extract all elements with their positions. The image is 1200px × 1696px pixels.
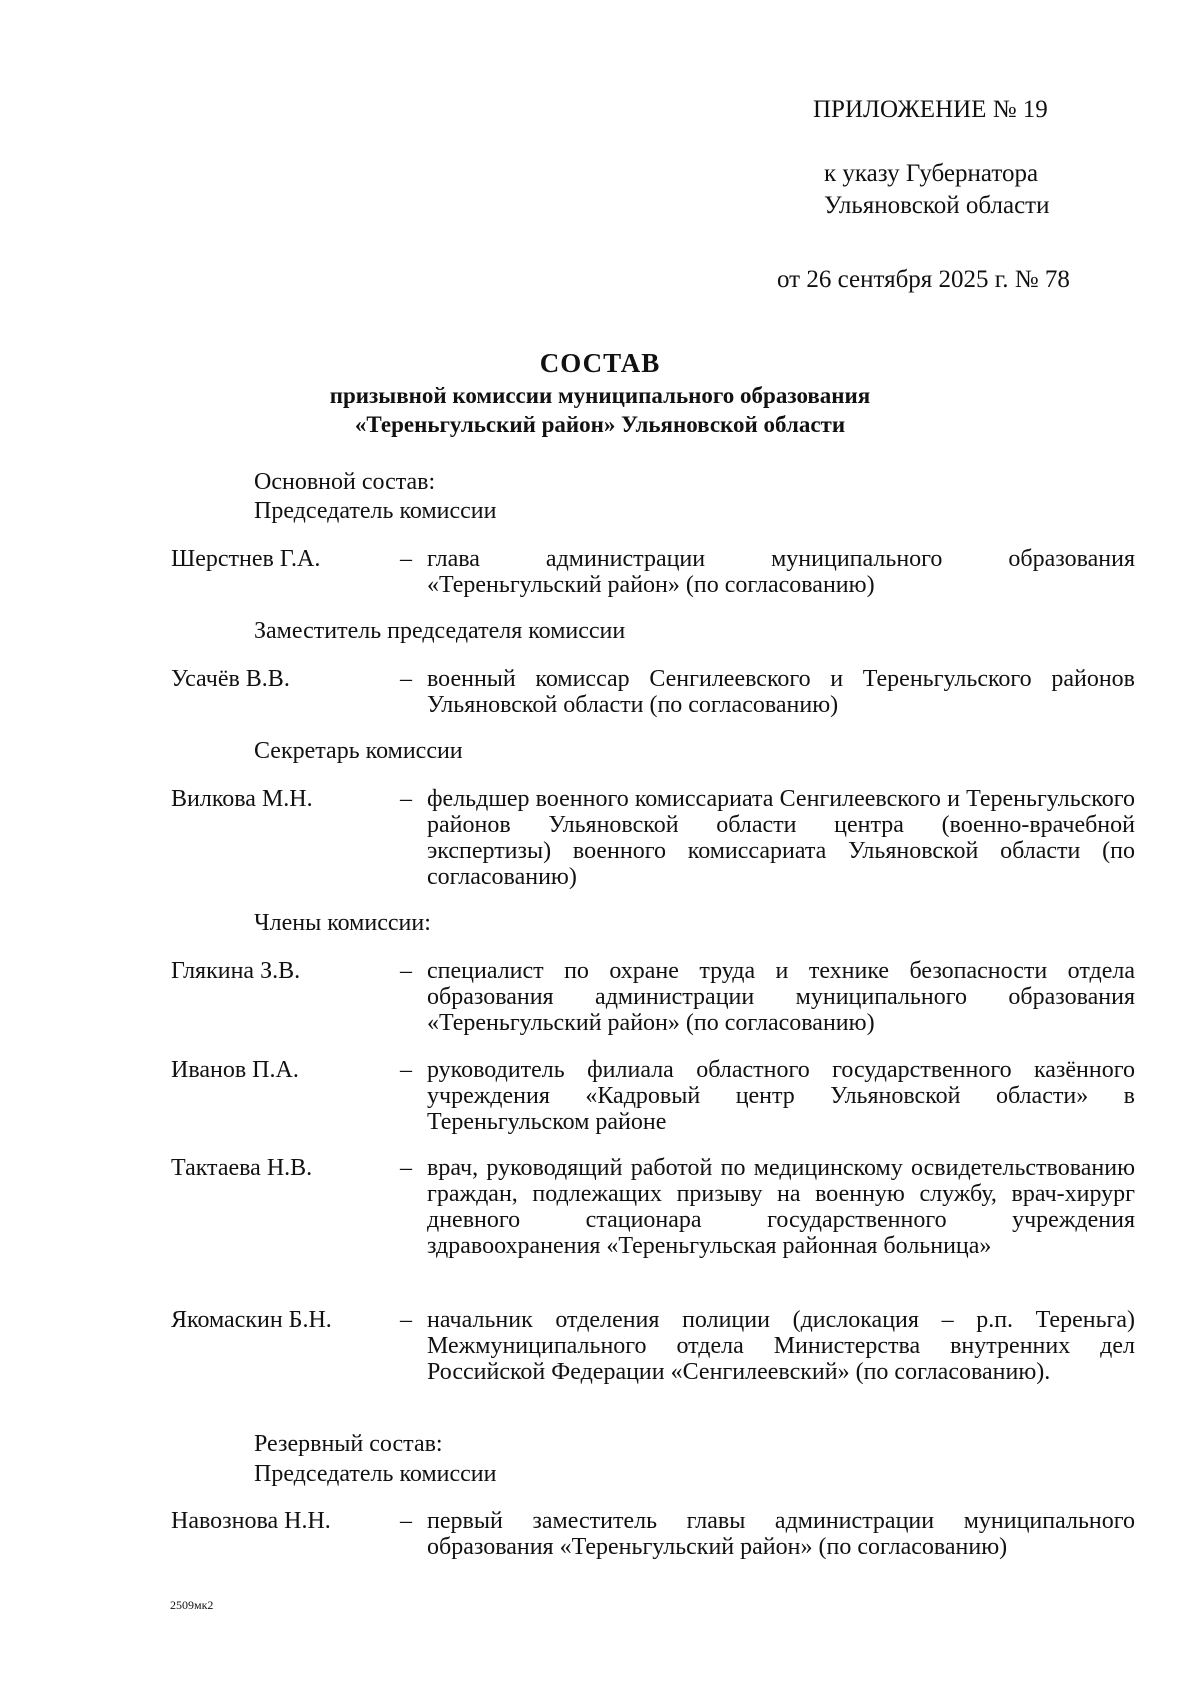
member-position: военный комиссар Сенгилеевского и Тереньгульского районов Ульяновской области (по согласованию) [427, 666, 1135, 718]
member-name: Тактаева Н.В. [171, 1155, 313, 1181]
member-position: специалист по охране труда и технике безопасности отдела образования администрации муниципального образования «Тереньгульский район» (по согласованию) [427, 958, 1135, 1036]
appendix-number: ПРИЛОЖЕНИЕ № 19 [813, 96, 1048, 123]
dash-separator: – [400, 1508, 412, 1534]
document-subtitle-line2: «Тереньгульский район» Ульяновской области [354, 412, 846, 437]
dash-separator: – [400, 786, 412, 812]
member-position: фельдшер военного комиссариата Сенгилеевского и Тереньгульского районов Ульяновской области центра (военно-врачебной экспертизы) военного комиссариата Ульяновской области (по согласованию) [427, 786, 1135, 890]
member-name: Иванов П.А. [171, 1057, 299, 1083]
dash-separator: – [400, 958, 412, 984]
member-name: Якомаскин Б.Н. [171, 1307, 332, 1333]
document-title: СОСТАВ [539, 348, 661, 378]
main-chairman-label: Председатель комиссии [254, 498, 497, 524]
decree-reference-line1: к указу Губернатора [824, 160, 1039, 187]
decree-reference-line2: Ульяновской области [824, 192, 1050, 219]
member-name: Шерстнев Г.А. [171, 546, 321, 572]
dash-separator: – [400, 666, 412, 692]
members-label: Члены комиссии: [254, 910, 431, 936]
decree-date: от 26 сентября 2025 г. № 78 [777, 266, 1070, 293]
dash-separator: – [400, 1057, 412, 1083]
member-name: Глякина З.В. [171, 958, 301, 984]
main-section-label: Основной состав: [254, 469, 436, 495]
reserve-section-label: Резервный состав: [254, 1431, 443, 1457]
member-name: Вилкова М.Н. [171, 786, 313, 812]
member-position: первый заместитель главы администрации муниципального образования «Тереньгульский район» (по согласованию) [427, 1508, 1135, 1560]
deputy-label: Заместитель председателя комиссии [254, 618, 626, 644]
document-code: 2509мк2 [170, 1598, 214, 1612]
dash-separator: – [400, 1307, 412, 1333]
secretary-label: Секретарь комиссии [254, 738, 463, 764]
dash-separator: – [400, 1155, 412, 1181]
member-name: Усачёв В.В. [171, 666, 290, 692]
member-position: глава администрации муниципального образования «Тереньгульский район» (по согласованию) [427, 546, 1135, 598]
dash-separator: – [400, 546, 412, 572]
member-name: Навознова Н.Н. [171, 1508, 331, 1534]
reserve-chairman-label: Председатель комиссии [254, 1461, 497, 1487]
member-position: врач, руководящий работой по медицинскому освидетельствованию граждан, подлежащих призыву на военную службу, врач-хирург дневного стационара государственного учреждения здравоохранения «Тереньгульская районная больница» [427, 1155, 1135, 1259]
member-position: руководитель филиала областного государственного казённого учреждения «Кадровый центр Ульяновской области» в Тереньгульском районе [427, 1057, 1135, 1135]
member-position: начальник отделения полиции (дислокация – р.п. Тереньга) Межмуниципального отдела Министерства внутренних дел Российской Федерации «Сенгилеевский» (по согласованию). [427, 1307, 1135, 1385]
document-subtitle-line1: призывной комиссии муниципального образования [329, 383, 871, 408]
